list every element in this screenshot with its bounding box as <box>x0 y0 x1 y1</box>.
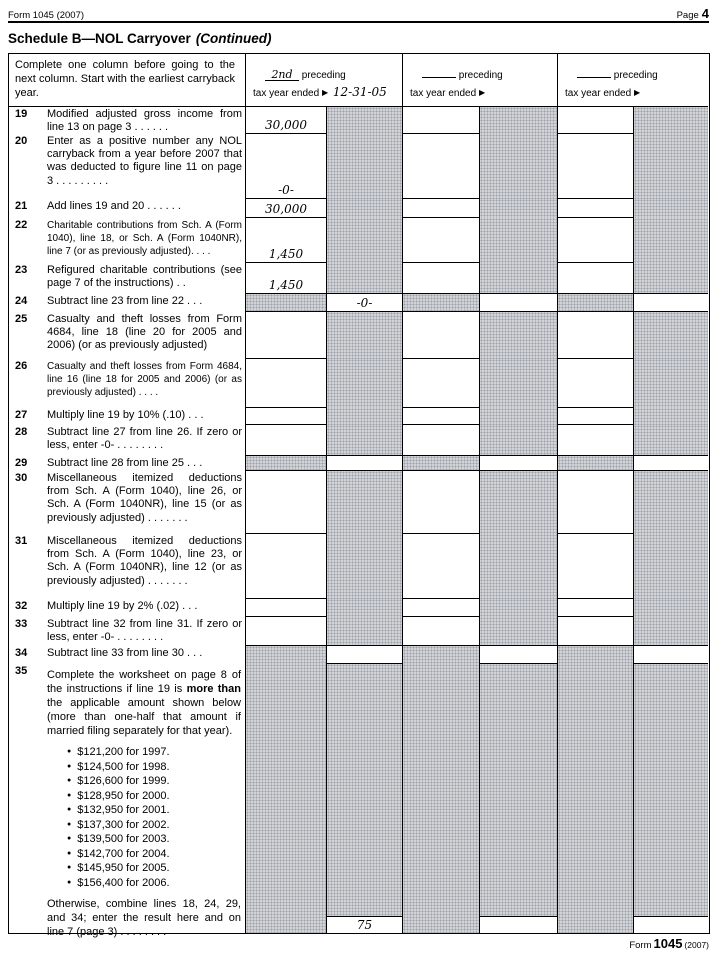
shaded-cell <box>326 534 402 599</box>
shaded-cell <box>633 312 708 359</box>
shaded-cell <box>557 456 633 471</box>
row-description-text: Subtract line 32 from line 31. If zero or less, enter -0- . . . . . . . . <box>47 618 242 644</box>
line-number: 20 <box>15 135 28 147</box>
shaded-cell <box>479 599 557 617</box>
list-item: ● $126,600 for 1999. <box>67 775 170 787</box>
threshold-list <box>47 745 241 890</box>
tax-year-value[interactable]: 12-31-05 <box>332 85 387 99</box>
entry-cell[interactable] <box>557 218 633 263</box>
ordinal-blank[interactable] <box>422 77 456 78</box>
bullet-icon: ● <box>67 777 72 784</box>
shaded-cell <box>326 312 402 359</box>
entry-cell[interactable] <box>402 408 479 425</box>
bullet-icon: ● <box>67 864 72 871</box>
bullet-icon: ● <box>67 748 72 755</box>
row-description-text: Add lines 19 and 20 . . . . . . <box>47 200 181 212</box>
shaded-cell <box>633 107 708 134</box>
table-row <box>9 599 709 617</box>
shaded-cell <box>479 134 557 199</box>
amount-column <box>326 664 402 933</box>
entry-cell[interactable] <box>633 456 708 471</box>
bullet-icon: ● <box>67 791 72 799</box>
entry-cell[interactable] <box>402 599 479 617</box>
row35-closing: Otherwise, combine lines 18, 24, 29, and 34; enter the result here and on line 7 (page 3) . . . . . . . . <box>47 898 241 938</box>
list-item: ● $132,950 for 2001. <box>67 804 170 816</box>
entry-cell[interactable] <box>402 199 479 218</box>
row-description <box>9 599 245 617</box>
row-description <box>9 646 245 664</box>
shaded-cell <box>245 646 326 664</box>
entry-cell[interactable] <box>245 263 326 294</box>
list-item: ● $139,500 for 2003. <box>67 833 170 845</box>
table-row <box>9 471 709 534</box>
entry-cell[interactable] <box>402 218 479 263</box>
amount-column <box>479 664 557 933</box>
row-description-text: Charitable contributions from Sch. A (Form 1040), line 18, or Sch. A (Form 1040NR), line 7 (or as previously adjusted). . . . <box>47 220 242 258</box>
entry-cell[interactable] <box>479 646 557 664</box>
shaded-cell <box>402 294 479 312</box>
shaded-cell <box>326 359 402 408</box>
bullet-icon: ● <box>67 820 72 828</box>
entry-cell[interactable] <box>633 646 708 664</box>
row35-paragraph <box>47 665 241 738</box>
table-row <box>9 617 709 646</box>
shaded-cell <box>479 617 557 646</box>
shaded-cell <box>480 664 557 917</box>
row-description <box>9 263 245 294</box>
line-number: 31 <box>15 535 28 547</box>
row-description <box>9 359 245 408</box>
entry-cell[interactable] <box>245 534 326 599</box>
table-row <box>9 534 709 599</box>
shaded-cell <box>633 199 708 218</box>
list-item: ● $142,700 for 2004. <box>67 847 170 860</box>
bullet-icon: ● <box>67 835 72 842</box>
shaded-cell <box>402 456 479 471</box>
row-description-text: Miscellaneous itemized deductions from Sch. A (Form 1040), line 23, or Sch. A (Form 1040NR), line 12 (or as previously adjusted) . . . . . . . <box>47 535 242 587</box>
header-rule <box>8 21 709 23</box>
table-row <box>9 134 709 199</box>
arrow-icon: ▶ <box>478 88 486 97</box>
schedule-title-continued: (Continued) <box>195 31 272 46</box>
shaded-cell <box>327 664 402 917</box>
row-description <box>9 471 245 534</box>
entry-cell[interactable] <box>557 534 633 599</box>
row-description-text: Modified adjusted gross income from line 13 on page 3 . . . . . . <box>47 108 242 134</box>
shaded-cell <box>479 534 557 599</box>
entry-cell[interactable] <box>402 134 479 199</box>
table-row <box>9 359 709 408</box>
entry-cell[interactable] <box>245 599 326 617</box>
line-number: 26 <box>15 360 28 372</box>
tax-year-label: tax year ended <box>565 88 632 99</box>
entry-cell[interactable] <box>245 312 326 359</box>
shaded-cell <box>633 617 708 646</box>
table-body <box>9 107 709 664</box>
line-number: 21 <box>15 200 28 212</box>
table-row-35 <box>9 664 709 938</box>
table-row <box>9 263 709 294</box>
shaded-cell <box>557 294 633 312</box>
entry-cell[interactable] <box>245 359 326 408</box>
table-row <box>9 218 709 263</box>
row-description-text: Subtract line 28 from line 25 . . . <box>47 457 203 469</box>
entry-cell[interactable] <box>402 534 479 599</box>
entry-cell[interactable] <box>245 408 326 425</box>
arrow-icon: ▶ <box>633 88 641 97</box>
shaded-cell <box>479 107 557 134</box>
shaded-cell <box>557 646 633 664</box>
entry-cell[interactable] <box>245 107 326 134</box>
column-header-group-1 <box>245 54 402 107</box>
entry-cell[interactable] <box>245 134 326 199</box>
entry-value: -0- <box>278 183 294 197</box>
row-description <box>9 294 245 312</box>
table-row <box>9 199 709 218</box>
footer-form-year: (2007) <box>684 940 709 950</box>
bullet-icon: ● <box>67 806 72 813</box>
bullet-icon: ● <box>67 849 72 857</box>
entry-cell[interactable] <box>402 263 479 294</box>
row35-text: Complete the worksheet on page 8 of the instructions if line 19 is <box>47 669 241 695</box>
entry-cell[interactable] <box>402 312 479 359</box>
page-number: 4 <box>701 6 709 21</box>
table-row <box>9 107 709 134</box>
shaded-cell <box>326 134 402 199</box>
line-number: 35 <box>15 665 28 677</box>
entry-cell[interactable] <box>327 917 402 933</box>
line-number: 29 <box>15 457 28 469</box>
row-description-text: Subtract line 23 from line 22 . . . <box>47 295 203 307</box>
shaded-cell <box>479 408 557 425</box>
entry-cell[interactable] <box>557 312 633 359</box>
entry-cell[interactable] <box>480 917 557 933</box>
entry-cell[interactable] <box>402 471 479 534</box>
entry-cell[interactable] <box>634 917 708 933</box>
shaded-cell <box>633 471 708 534</box>
shaded-cell <box>633 134 708 199</box>
row-description-text: Enter as a positive number any NOL carryback from a year before 2007 that was deducted to figure line 11 on page 3 . . . . . . . . . <box>47 135 242 187</box>
table-row <box>9 425 709 456</box>
entry-cell[interactable] <box>245 199 326 218</box>
shaded-cell <box>245 664 326 933</box>
ordinal-blank[interactable]: 2nd <box>265 70 299 81</box>
row-description-text: Refigured charitable contributions (see page 7 of the instructions) . . <box>47 264 242 290</box>
list-item: ● $128,950 for 2000. <box>67 789 170 802</box>
entry-cell[interactable] <box>557 599 633 617</box>
row-description <box>9 199 245 218</box>
arrow-icon: ▶ <box>321 88 329 97</box>
row-description-text: Multiply line 19 by 2% (.02) . . . <box>47 600 198 612</box>
entry-cell[interactable] <box>479 456 557 471</box>
row-description-text: Multiply line 19 by 10% (.10) . . . <box>47 409 204 421</box>
preceding-label: preceding <box>301 70 346 81</box>
line-number: 28 <box>15 426 28 438</box>
entry-cell[interactable] <box>402 107 479 134</box>
shaded-cell <box>326 471 402 534</box>
shaded-cell <box>402 664 479 933</box>
nol-carryover-table <box>8 53 710 938</box>
entry-value: 1,450 <box>268 278 304 292</box>
shaded-cell <box>326 408 402 425</box>
line-number: 32 <box>15 600 28 612</box>
shaded-cell <box>402 646 479 664</box>
shaded-cell <box>326 263 402 294</box>
line-number: 24 <box>15 295 28 307</box>
tax-year-label: tax year ended <box>253 88 320 99</box>
line-number: 34 <box>15 647 28 659</box>
page-label: Page <box>676 10 699 21</box>
shaded-cell <box>245 294 326 312</box>
shaded-cell <box>326 599 402 617</box>
entry-cell[interactable] <box>557 359 633 408</box>
entry-cell[interactable] <box>557 408 633 425</box>
shaded-cell <box>479 425 557 456</box>
table-row <box>9 294 709 312</box>
form-footer <box>629 936 709 951</box>
row-description <box>9 107 245 134</box>
entry-cell[interactable] <box>402 425 479 456</box>
instructions-cell: Complete one column before going to the next column. Start with the earliest carryback year. <box>9 54 245 107</box>
table-row <box>9 646 709 664</box>
table-header-row <box>9 54 709 107</box>
shaded-cell <box>245 456 326 471</box>
row35-text: the applicable amount shown below (more than one-half that amount if married filing separately for that year). <box>47 697 241 737</box>
entry-cell[interactable] <box>326 294 402 312</box>
shaded-cell <box>326 617 402 646</box>
entry-value: 1,450 <box>268 247 304 261</box>
entry-value: -0- <box>356 296 373 310</box>
shaded-cell <box>633 218 708 263</box>
shaded-cell <box>326 107 402 134</box>
entry-cell[interactable] <box>557 617 633 646</box>
schedule-title <box>8 31 272 46</box>
line-number: 27 <box>15 409 28 421</box>
row-description <box>9 425 245 456</box>
row35-bold-text: more than <box>186 683 241 695</box>
footer-form-number: 1045 <box>653 936 683 951</box>
list-item: ● $121,200 for 1997. <box>67 746 170 758</box>
table-row <box>9 312 709 359</box>
list-item: ● $137,300 for 2002. <box>67 818 170 831</box>
entry-value: 30,000 <box>265 118 307 132</box>
row-description <box>9 456 245 471</box>
preceding-label: preceding <box>613 70 658 81</box>
ordinal-blank[interactable] <box>577 77 611 78</box>
shaded-cell <box>479 471 557 534</box>
line-number: 22 <box>15 219 28 231</box>
entry-cell[interactable] <box>402 617 479 646</box>
row-description <box>9 218 245 263</box>
line-number: 19 <box>15 108 28 120</box>
preceding-label: preceding <box>458 70 503 81</box>
entry-cell[interactable] <box>557 471 633 534</box>
entry-cell[interactable] <box>402 359 479 408</box>
shaded-cell <box>633 425 708 456</box>
line-number: 23 <box>15 264 28 276</box>
entry-cell[interactable] <box>326 456 402 471</box>
shaded-cell <box>479 359 557 408</box>
bullet-icon: ● <box>67 762 72 770</box>
line-number: 25 <box>15 313 28 325</box>
bullet-icon: ● <box>67 878 72 886</box>
line-number: 33 <box>15 618 28 630</box>
shaded-cell <box>479 199 557 218</box>
shaded-cell <box>479 218 557 263</box>
shaded-cell <box>633 359 708 408</box>
list-item: ● $124,500 for 1998. <box>67 760 170 773</box>
list-item: ● $145,950 for 2005. <box>67 862 170 874</box>
shaded-cell <box>326 218 402 263</box>
row-description <box>9 664 245 938</box>
entry-cell[interactable] <box>479 294 557 312</box>
tax-year-label: tax year ended <box>410 88 477 99</box>
list-item: ● $156,400 for 2006. <box>67 876 170 889</box>
entry-value: 75 <box>356 918 373 932</box>
row-description <box>9 408 245 425</box>
row-description-text: Subtract line 27 from line 26. If zero or less, enter -0- . . . . . . . . <box>47 426 242 452</box>
shaded-cell <box>633 408 708 425</box>
line-number: 30 <box>15 472 28 484</box>
shaded-cell <box>633 263 708 294</box>
entry-cell[interactable] <box>557 263 633 294</box>
table-row <box>9 408 709 425</box>
row-description-text: Casualty and theft losses from Form 4684, line 18 (line 20 for 2005 and 2006) (or as previously adjusted) <box>47 313 242 352</box>
row-description <box>9 312 245 359</box>
shaded-cell <box>326 199 402 218</box>
shaded-cell <box>557 664 633 933</box>
entry-cell[interactable] <box>326 646 402 664</box>
shaded-cell <box>633 534 708 599</box>
entry-cell[interactable] <box>557 134 633 199</box>
shaded-cell <box>634 664 708 917</box>
footer-form-label: Form <box>629 940 652 951</box>
table-row <box>9 456 709 471</box>
row-description <box>9 134 245 199</box>
amount-column <box>633 664 708 933</box>
entry-cell[interactable] <box>245 617 326 646</box>
entry-cell[interactable] <box>557 107 633 134</box>
shaded-cell <box>479 263 557 294</box>
entry-cell[interactable] <box>633 294 708 312</box>
row-description-text: Subtract line 33 from line 30 . . . <box>47 647 203 659</box>
form-id: Form 1045 (2007) <box>8 10 85 21</box>
row-description-text: Miscellaneous itemized deductions from Sch. A (Form 1040), line 26, or Sch. A (Form 1040NR), line 15 (or as previously adjusted) . . . . . . . <box>47 472 242 524</box>
schedule-title-text: Schedule B—NOL Carryover <box>8 31 191 46</box>
entry-cell[interactable] <box>557 199 633 218</box>
shaded-cell <box>326 425 402 456</box>
row-description <box>9 534 245 599</box>
row-description-text: Casualty and theft losses from Form 4684, line 16 (line 18 for 2005 and 2006) (or as previously adjusted) . . . . <box>47 361 242 399</box>
shaded-cell <box>479 312 557 359</box>
entry-cell[interactable] <box>245 425 326 456</box>
column-header-group-3 <box>557 54 708 107</box>
column-header-group-2 <box>402 54 557 107</box>
shaded-cell <box>633 599 708 617</box>
entry-cell[interactable] <box>245 471 326 534</box>
entry-cell[interactable] <box>557 425 633 456</box>
entry-cell[interactable] <box>245 218 326 263</box>
entry-value: 30,000 <box>265 202 307 216</box>
row-description <box>9 617 245 646</box>
